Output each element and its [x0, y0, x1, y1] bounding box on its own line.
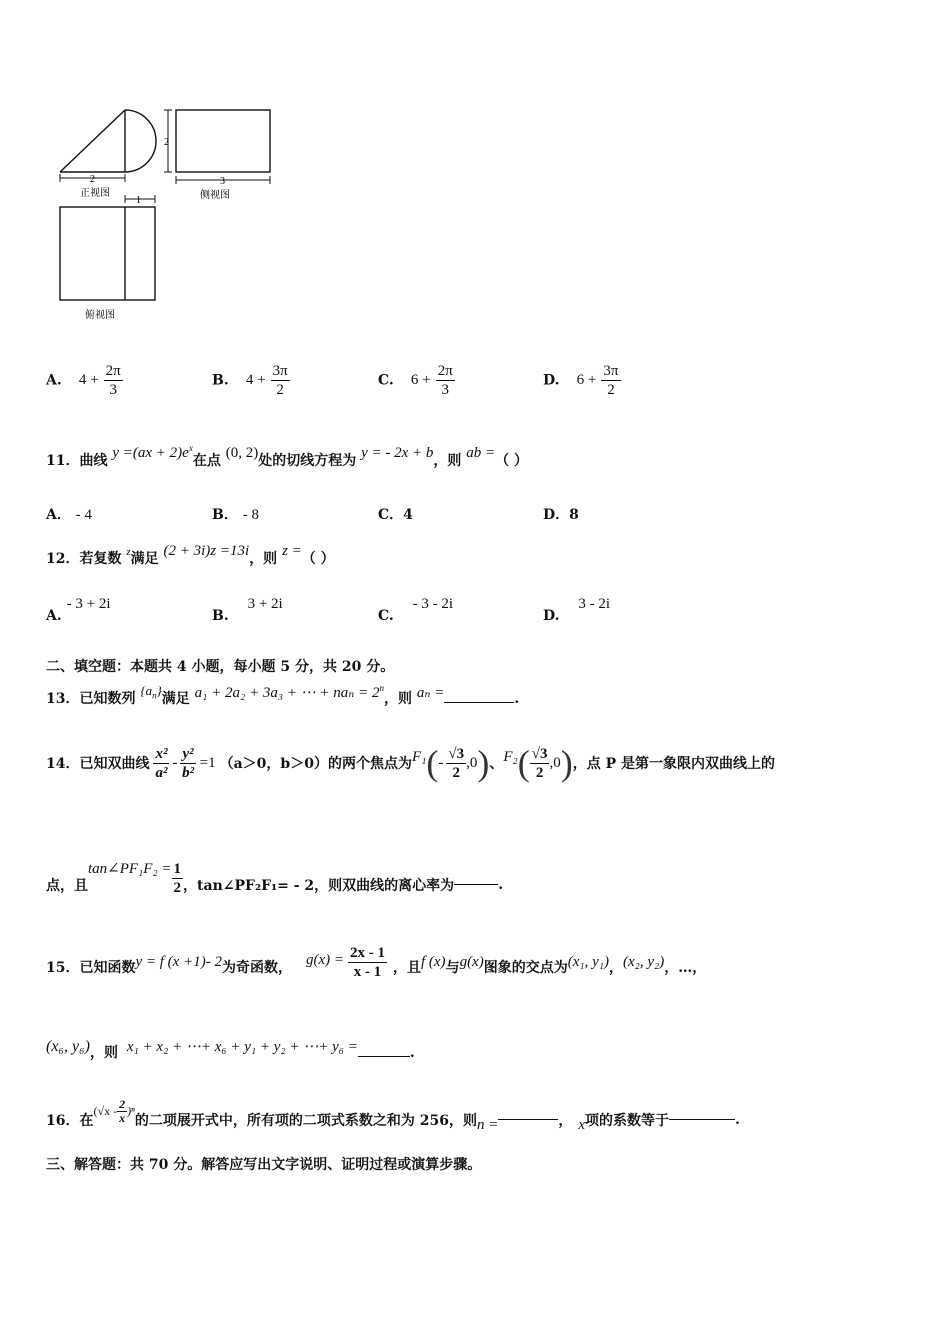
- top-dim-label: 1: [136, 195, 141, 206]
- question-15: 15． 已知函数 y = f (x +1)- 2 为奇函数， g(x) = $\frac{2x - 1}{x - 1}$ ，且 f (x) 与 g(x) 图象的交点为 (x₁, y₁) ， (x₂, y₂) ，…，: [46, 945, 707, 980]
- question-14: 14． 已知双曲线 $\frac{\text{x²}}{\text{a²}}$ - $\frac{\text{y²}}{\text{b²}}$ =1 （a＞0，b＞0）的两个焦点为 F₁ ( - $\frac{√3}{2}$ ,0 ) 、 F₂ ( $\frac{√3}{2}$ ,0 ) ，点 P 是第一象限内双曲线上的: [46, 743, 775, 783]
- q11-option-b[interactable]: B． - 8: [212, 507, 259, 523]
- side-view: [176, 110, 270, 172]
- q16-coef-blank[interactable]: [669, 1119, 735, 1120]
- q10-option-b[interactable]: B. 4 + $\frac{3\pi}{2}$: [212, 363, 288, 398]
- side-dims: [164, 110, 270, 184]
- side-view-label: 侧视图: [200, 190, 230, 201]
- q12-option-b[interactable]: B. 3 + 2i: [212, 596, 283, 624]
- q12-option-a[interactable]: A. - 3 + 2i: [46, 596, 111, 624]
- q15-answer-blank[interactable]: [358, 1056, 410, 1057]
- question-16: 16． 在 (√x - $\frac{2}{x}$ )ⁿ 的二项展开式中，所有项的二项式系数之和为 256，则 n = ， x 项的系数等于 .: [46, 1097, 740, 1133]
- q13-equation: a₁ + 2a₂ + 3a₃ + ⋯ + $na_n = 2^n$: [194, 683, 384, 701]
- q11-curve: $y =(ax + 2)e^x$: [112, 443, 193, 461]
- q11-option-c[interactable]: C．4: [378, 507, 413, 523]
- question-15-cont: (x₆, y₆)，则 x₁ + x₂ + ⋯+ x₆ + y₁ + y₂ + ⋯+ y₆ = .: [46, 1038, 415, 1061]
- front-view: [60, 110, 156, 172]
- q12-option-c[interactable]: C. - 3 - 2i: [378, 596, 454, 624]
- top-view-label: 俯视图: [85, 310, 115, 321]
- side-dim-label: 3: [220, 176, 225, 187]
- top-view: [60, 207, 155, 300]
- section-3-heading: 三、解答题：共 70 分。解答应写出文字说明、证明过程或演算步骤。: [46, 1157, 482, 1173]
- q11-option-d[interactable]: D．8: [543, 507, 579, 523]
- q11-option-a[interactable]: A． - 4: [46, 507, 92, 523]
- q10-option-c[interactable]: C. 6 + $\frac{2\pi}{3}$: [378, 363, 453, 398]
- q14-answer-blank[interactable]: [454, 884, 498, 885]
- section-2-heading: 二、填空题：本题共 4 小题，每小题 5 分，共 20 分。: [46, 659, 395, 675]
- front-view-label: 正视图: [80, 188, 110, 199]
- question-12: 12．若复数 $^z$满足 (2 + 3i)z =13i，则 z =（ ）: [46, 543, 335, 567]
- question-14-cont: 点，且 tan∠PF₁F₂ = $\frac{1}{2}$ ，tan∠PF₂F₁= - 2，则双曲线的离心率为 .: [46, 861, 504, 896]
- front-dim-label: 2: [90, 174, 95, 185]
- q16-n-blank[interactable]: [498, 1119, 558, 1120]
- q13-sequence: $\{a_n\}$: [140, 683, 162, 701]
- question-11: 11．曲线 $y =(ax + 2)e^x$在点 (0, 2)处的切线方程为 y = - 2x + b，则 ab =（ ）: [46, 443, 529, 469]
- q10-option-a[interactable]: A. 4 + $\frac{2\pi}{3}$: [46, 363, 121, 398]
- height-dim-label: 2: [164, 137, 169, 148]
- q12-option-d[interactable]: D. 3 - 2i: [543, 596, 611, 624]
- q10-option-d[interactable]: D. 6 + $\frac{3\pi}{2}$: [543, 363, 619, 398]
- q13-answer-blank[interactable]: [444, 702, 514, 703]
- three-view-figure: [50, 100, 290, 330]
- question-13: 13．已知数列 $\{a_n\}$满足 a₁ + 2a₂ + 3a₃ + ⋯ + $na_n = 2^n$，则 aₙ = .: [46, 683, 520, 707]
